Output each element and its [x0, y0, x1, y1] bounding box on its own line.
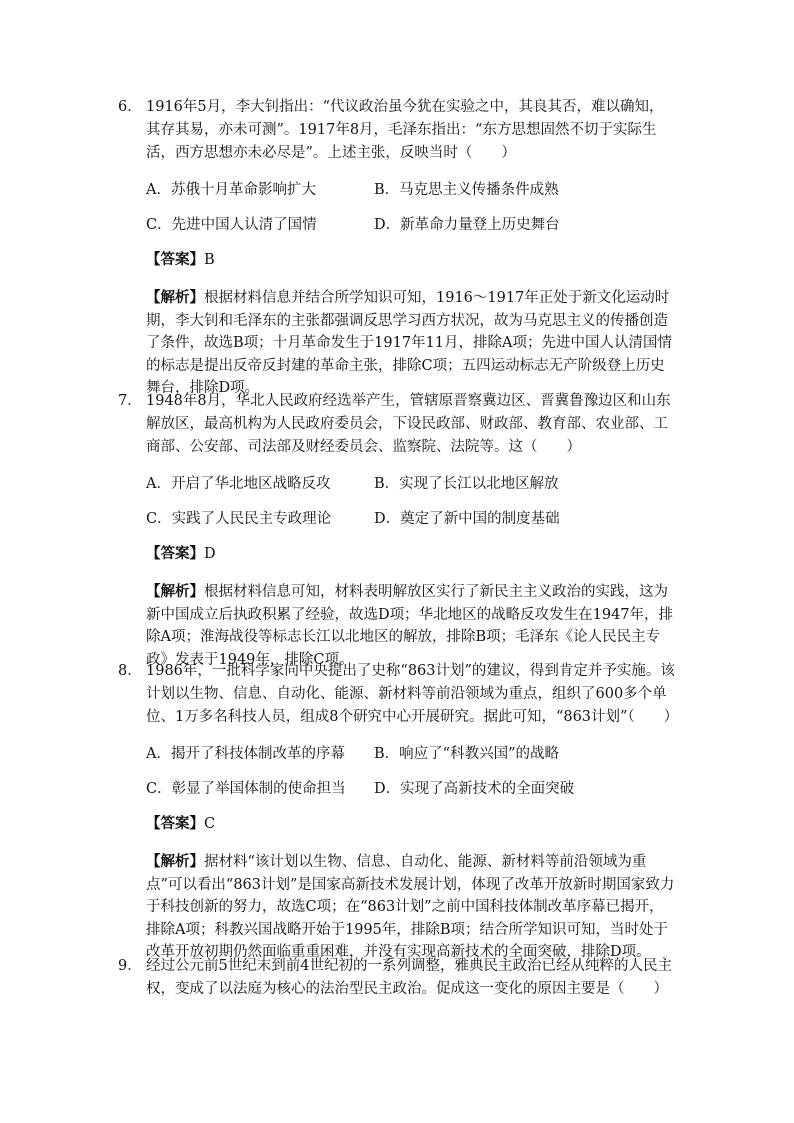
option-d: D．奠定了新中国的制度基础: [374, 511, 560, 527]
analysis-label: 【解析】: [146, 289, 204, 306]
answer-label: 【答案】: [146, 251, 204, 268]
question-text: 1916年5月，李大钊指出：“代议政治虽今犹在实验之中，其良其否，难以确知，其存其易，亦未可测”。1917年8月，毛泽东指出：“东方思想固然不切于实际生活，西方思想亦未必尽是”。上述主张，反映当时（ ）: [146, 99, 664, 161]
analysis: [118, 851, 678, 964]
question-stem: [118, 390, 678, 459]
option-a: A．揭开了科技体制改革的序幕: [146, 746, 345, 762]
option-row: [118, 743, 678, 778]
analysis-label: 【解析】: [146, 853, 204, 870]
option-b: B．马克思主义传播条件成熟: [374, 182, 559, 198]
analysis-text: 据材料“该计划以生物、信息、自动化、能源、新材料等前沿领域为重点”可以看出“863计划”是国家高新技术发展计划，体现了改革开放新时期国家致力于科技创新的努力，故选C项；在“863计划”之前中国科技体制改革序幕已揭开，排除A项；科教兴国战略开始于1995年，排除B项；结合所学知识可知，当时处于改革开放初期仍然面临重重困难，并没有实现高新技术的全面突破，排除D项。: [146, 854, 675, 960]
answer: [118, 543, 678, 565]
option-d: D．新革命力量登上历史舞台: [374, 217, 560, 233]
question-stem: [118, 955, 678, 1001]
option-row: [118, 473, 678, 508]
option-row: [118, 214, 678, 249]
option-c: C．彰显了举国体制的使命担当: [146, 781, 346, 797]
analysis-text: 根据材料信息可知，材料表明解放区实行了新民主主义政治的实践，这为新中国成立后执政积累了经验，故选D项；华北地区的战略反攻发生在1947年，排除A项；淮海战役等标志长江以北地区的解放，排除B项；毛泽东《论人民民主专政》发表于1949年，排除C项。: [146, 584, 674, 668]
answer: [118, 249, 678, 271]
analysis: [118, 287, 678, 400]
question-6: [118, 96, 678, 400]
option-row: [118, 508, 678, 543]
answer-label: 【答案】: [146, 545, 204, 562]
question-9: [118, 955, 678, 1001]
question-text: 1986年，一批科学家向中央提出了史称“863计划”的建议，得到肯定并予实施。该计划以生物、信息、自动化、能源、新材料等前沿领域为重点，组织了600多个单位、1万多名科技人员，组成8个研究中心开展研究。据此可知，“863计划”（ ）: [146, 663, 679, 725]
answer: [118, 813, 678, 835]
option-a: A．苏俄十月革命影响扩大: [146, 182, 316, 198]
question-7: [118, 390, 678, 671]
option-c: C．先进中国人认清了国情: [146, 217, 317, 233]
option-b: B．实现了长江以北地区解放: [374, 476, 559, 492]
option-d: D．实现了高新技术的全面突破: [374, 781, 575, 797]
answer-value: B: [204, 252, 215, 268]
analysis: [118, 581, 678, 671]
options: [118, 179, 678, 249]
option-b: B．响应了“科教兴国”的战略: [374, 746, 559, 762]
question-stem: [118, 660, 678, 729]
options: [118, 473, 678, 543]
option-row: [118, 179, 678, 214]
answer-value: C: [204, 816, 216, 832]
option-c: C．实践了人民民主专政理论: [146, 511, 332, 527]
option-a: A．开启了华北地区战略反攻: [146, 476, 331, 492]
analysis-text: 根据材料信息并结合所学知识可知，1916～1917年正处于新文化运动时期，李大钊和毛泽东的主张都强调反思学习西方状况，故为马克思主义的传播创造了条件，故选B项；十月革命发生于1917年11月，排除A项；先进中国人认清国情的标志是提出反帝反封建的革命主张，排除C项；五四运动标志无产阶级登上历史舞台，排除D项。: [146, 290, 672, 396]
question-8: [118, 660, 678, 964]
question-number: 8．: [118, 663, 142, 679]
question-number: 6．: [118, 99, 142, 115]
question-text: 1948年8月，华北人民政府经选举产生，管辖原晋察冀边区、晋冀鲁豫边区和山东解放区，最高机构为人民政府委员会，下设民政部、财政部、教育部、农业部、工商部、公安部、司法部及财经委员会、监察院、法院等。这（ ）: [146, 393, 671, 455]
question-stem: [118, 96, 678, 165]
question-number: 7．: [118, 393, 142, 409]
answer-label: 【答案】: [146, 815, 204, 832]
option-row: [118, 778, 678, 813]
analysis-label: 【解析】: [146, 583, 204, 600]
question-text: 经过公元前5世纪末到前4世纪初的一系列调整，雅典民主政治已经从纯粹的人民主权，变成了以法庭为核心的法治型民主政治。促成这一变化的原因主要是（ ）: [146, 958, 672, 997]
question-number: 9．: [118, 958, 142, 974]
answer-value: D: [204, 546, 216, 562]
options: [118, 743, 678, 813]
